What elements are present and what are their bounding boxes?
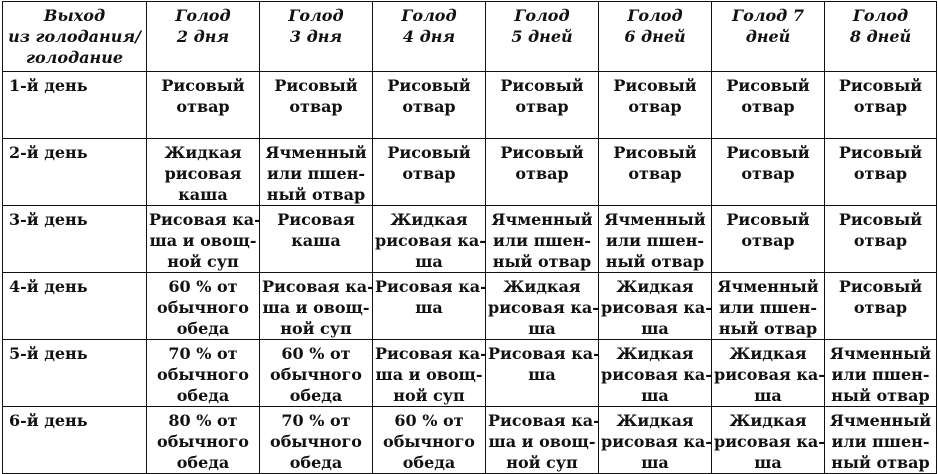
diet-cell bbox=[260, 139, 373, 206]
diet-cell-line: ша bbox=[641, 319, 669, 338]
diet-cell-line: или пшен- bbox=[266, 164, 366, 183]
diet-cell bbox=[260, 206, 373, 273]
diet-cell bbox=[486, 340, 599, 407]
header-fast-2-days bbox=[147, 2, 260, 72]
diet-cell-line: 70 % от bbox=[281, 411, 351, 430]
diet-cell-line: Рисовая ка- bbox=[488, 411, 600, 430]
diet-cell-line: отвар bbox=[402, 97, 456, 116]
diet-cell-line: ной суп bbox=[393, 386, 465, 405]
table-body bbox=[3, 72, 937, 474]
diet-cell-line: Рисовая ка- bbox=[488, 344, 600, 363]
day-label-cell: 5-й день bbox=[3, 340, 147, 407]
diet-cell-line: ша bbox=[754, 453, 782, 472]
diet-cell-line: Рисовый bbox=[838, 277, 923, 296]
diet-cell-line: ша и овощ- bbox=[149, 231, 257, 250]
diet-cell-line: ша bbox=[754, 386, 782, 405]
header-fast-4-days bbox=[373, 2, 486, 72]
table-row bbox=[3, 72, 937, 139]
diet-cell-line: Ячменный bbox=[265, 143, 367, 162]
table-row bbox=[3, 407, 937, 474]
diet-cell bbox=[486, 139, 599, 206]
table-row bbox=[3, 340, 937, 407]
diet-cell-line: Жидкая bbox=[164, 143, 242, 162]
diet-cell-line: обычного bbox=[270, 365, 362, 384]
diet-cell-line: ша bbox=[528, 319, 556, 338]
diet-cell-line: обеда bbox=[176, 319, 230, 338]
diet-cell-line: Жидкая bbox=[616, 411, 694, 430]
diet-cell-line: отвар bbox=[853, 164, 908, 183]
diet-cell bbox=[825, 273, 937, 340]
day-label-cell: 3-й день bbox=[3, 206, 147, 273]
header-fast-8-days bbox=[825, 2, 937, 72]
diet-cell-line: Рисовый bbox=[387, 76, 471, 95]
header-line: 2 дня bbox=[176, 27, 230, 46]
diet-cell-line: Рисовый bbox=[838, 143, 923, 162]
diet-cell bbox=[712, 206, 825, 273]
diet-cell-line: отвар bbox=[741, 97, 795, 116]
diet-cell bbox=[260, 407, 373, 474]
diet-cell-line: ной суп bbox=[167, 252, 239, 271]
diet-cell-line: Рисовая ка- bbox=[375, 344, 487, 363]
diet-cell bbox=[486, 206, 599, 273]
diet-cell-line: Жидкая bbox=[503, 277, 581, 296]
diet-cell-line: ной суп bbox=[506, 453, 578, 472]
diet-cell bbox=[373, 206, 486, 273]
diet-cell bbox=[599, 72, 712, 139]
diet-cell-line: ный отвар bbox=[831, 386, 930, 405]
diet-cell-line: Жидкая bbox=[729, 411, 807, 430]
diet-cell-line: 60 % от bbox=[168, 277, 238, 296]
diet-cell-line: обеда bbox=[176, 453, 230, 472]
diet-cell bbox=[260, 340, 373, 407]
diet-cell-line: Рисовый bbox=[500, 143, 584, 162]
diet-cell-line: Рисовый bbox=[161, 76, 245, 95]
diet-cell-line: отвар bbox=[515, 97, 569, 116]
diet-cell bbox=[825, 139, 937, 206]
diet-cell-line: ный отвар bbox=[492, 252, 592, 271]
header-line: Голод bbox=[627, 6, 683, 25]
header-fast-3-days bbox=[260, 2, 373, 72]
diet-cell-line: обычного bbox=[383, 432, 475, 451]
table-row bbox=[3, 139, 937, 206]
diet-cell-line: Рисовая ка- bbox=[149, 210, 261, 229]
header-corner-line: голодание bbox=[25, 48, 124, 67]
diet-cell bbox=[712, 340, 825, 407]
diet-cell-line: Ячменный bbox=[491, 210, 593, 229]
header-line: Голод bbox=[514, 6, 570, 25]
diet-cell bbox=[712, 273, 825, 340]
diet-cell-line: отвар bbox=[176, 97, 230, 116]
diet-cell-line: ша и овощ- bbox=[262, 298, 370, 317]
diet-cell-line: Жидкая bbox=[616, 277, 694, 296]
header-line: 8 дней bbox=[849, 27, 912, 46]
diet-cell bbox=[712, 72, 825, 139]
diet-cell bbox=[486, 407, 599, 474]
diet-cell-line: Рисовая ка- bbox=[262, 277, 374, 296]
diet-cell-line: Рисовый bbox=[838, 210, 923, 229]
diet-cell-line: обычного bbox=[157, 365, 249, 384]
diet-cell-line: 60 % от bbox=[281, 344, 351, 363]
diet-cell-line: отвар bbox=[515, 164, 569, 183]
diet-cell-line: рисовая ка- bbox=[601, 365, 712, 384]
diet-cell-line: 80 % от bbox=[168, 411, 238, 430]
diet-cell-line: или пшен- bbox=[831, 365, 930, 384]
day-label-cell: 4-й день bbox=[3, 273, 147, 340]
diet-cell bbox=[825, 206, 937, 273]
header-line: 4 дня bbox=[402, 27, 456, 46]
diet-cell bbox=[373, 273, 486, 340]
diet-cell bbox=[486, 273, 599, 340]
header-line: Голод bbox=[175, 6, 231, 25]
diet-cell-line: ша и овощ- bbox=[488, 432, 596, 451]
diet-cell-line: ный отвар bbox=[831, 453, 930, 472]
diet-cell bbox=[712, 407, 825, 474]
diet-cell-line: Рисовая bbox=[277, 210, 355, 229]
diet-cell-line: Ячменный bbox=[829, 344, 932, 363]
diet-cell bbox=[825, 72, 937, 139]
diet-cell-line: отвар bbox=[853, 97, 908, 116]
header-line: Голод bbox=[852, 6, 909, 25]
diet-cell-line: Ячменный bbox=[829, 411, 932, 430]
header-line: 5 дней bbox=[511, 27, 573, 46]
header-row bbox=[3, 2, 937, 72]
fasting-exit-table bbox=[2, 1, 937, 474]
header-line: 6 дней bbox=[624, 27, 686, 46]
diet-cell bbox=[373, 72, 486, 139]
diet-cell-line: или пшен- bbox=[605, 231, 705, 250]
diet-cell-line: ша bbox=[415, 298, 443, 317]
header-fast-5-days bbox=[486, 2, 599, 72]
diet-cell-line: отвар bbox=[628, 97, 682, 116]
diet-cell bbox=[599, 407, 712, 474]
header-fast-6-days bbox=[599, 2, 712, 72]
diet-cell-line: или пшен- bbox=[492, 231, 592, 250]
diet-cell-line: отвар bbox=[628, 164, 682, 183]
diet-cell bbox=[373, 407, 486, 474]
diet-cell-line: рисовая ка- bbox=[714, 432, 825, 451]
header-fast-7-days bbox=[712, 2, 825, 72]
diet-cell-line: Рисовый bbox=[726, 210, 810, 229]
diet-cell-line: Рисовый bbox=[726, 76, 810, 95]
day-label-cell: 1-й день bbox=[3, 72, 147, 139]
diet-cell-line: каша bbox=[178, 185, 228, 204]
diet-cell-line: Рисовый bbox=[613, 76, 697, 95]
diet-cell-line: Рисовый bbox=[613, 143, 697, 162]
diet-cell-line: Жидкая bbox=[729, 344, 807, 363]
diet-cell-line: рисовая ка- bbox=[601, 298, 712, 317]
diet-cell-line: Ячменный bbox=[604, 210, 706, 229]
diet-cell bbox=[260, 273, 373, 340]
header-corner-line: из голодания/ bbox=[8, 27, 141, 46]
diet-cell-line: обеда bbox=[289, 453, 343, 472]
diet-cell-line: ный отвар bbox=[605, 252, 705, 271]
table-row bbox=[3, 206, 937, 273]
diet-cell bbox=[599, 139, 712, 206]
diet-cell bbox=[599, 273, 712, 340]
diet-cell bbox=[825, 340, 937, 407]
diet-cell bbox=[599, 206, 712, 273]
diet-cell bbox=[147, 273, 260, 340]
diet-cell bbox=[712, 139, 825, 206]
diet-cell-line: отвар bbox=[402, 164, 456, 183]
diet-cell bbox=[373, 340, 486, 407]
diet-cell-line: Рисовый bbox=[274, 76, 358, 95]
diet-cell-line: Жидкая bbox=[616, 344, 694, 363]
diet-cell bbox=[147, 206, 260, 273]
diet-cell-line: Рисовый bbox=[726, 143, 810, 162]
diet-cell-line: ной суп bbox=[280, 319, 352, 338]
diet-cell bbox=[373, 139, 486, 206]
diet-cell-line: рисовая ка- bbox=[488, 298, 599, 317]
table-row bbox=[3, 273, 937, 340]
header-corner-cell bbox=[3, 2, 147, 72]
diet-cell bbox=[599, 340, 712, 407]
header-line: 3 дня bbox=[289, 27, 343, 46]
diet-cell-line: отвар bbox=[853, 231, 908, 250]
header-line: дней bbox=[745, 27, 791, 46]
diet-cell-line: ша bbox=[641, 453, 669, 472]
diet-cell-line: отвар bbox=[741, 231, 795, 250]
header-line: Голод bbox=[401, 6, 457, 25]
diet-cell bbox=[147, 139, 260, 206]
diet-cell-line: отвар bbox=[741, 164, 795, 183]
diet-cell-line: 70 % от bbox=[168, 344, 238, 363]
diet-cell-line: 60 % от bbox=[394, 411, 464, 430]
diet-cell-line: рисовая bbox=[164, 164, 242, 183]
diet-cell-line: рисовая ка- bbox=[714, 365, 825, 384]
diet-cell-line: Жидкая bbox=[390, 210, 468, 229]
header-line: Голод bbox=[288, 6, 344, 25]
header-corner-line: Выход bbox=[43, 6, 106, 25]
diet-cell bbox=[260, 72, 373, 139]
diet-cell-line: обычного bbox=[157, 298, 249, 317]
diet-cell-line: отвар bbox=[289, 97, 343, 116]
diet-cell-line: ша bbox=[641, 386, 669, 405]
diet-cell-line: каша bbox=[291, 231, 341, 250]
day-label-cell: 6-й день bbox=[3, 407, 147, 474]
diet-cell-line: Рисовый bbox=[387, 143, 471, 162]
diet-cell-line: ный отвар bbox=[718, 319, 818, 338]
diet-cell bbox=[825, 407, 937, 474]
diet-cell-line: или пшен- bbox=[831, 432, 930, 451]
diet-cell bbox=[147, 72, 260, 139]
header-line: Голод 7 bbox=[732, 6, 804, 25]
diet-cell-line: ша и овощ- bbox=[375, 365, 483, 384]
diet-cell-line: обычного bbox=[270, 432, 362, 451]
diet-cell-line: обеда bbox=[289, 386, 343, 405]
diet-cell-line: обеда bbox=[176, 386, 230, 405]
diet-cell bbox=[486, 72, 599, 139]
diet-cell-line: обеда bbox=[402, 453, 456, 472]
diet-cell-line: ный отвар bbox=[266, 185, 366, 204]
diet-cell-line: ша bbox=[415, 252, 443, 271]
diet-cell-line: обычного bbox=[157, 432, 249, 451]
diet-cell-line: или пшен- bbox=[718, 298, 818, 317]
diet-cell-line: Рисовая ка- bbox=[375, 277, 487, 296]
diet-cell-line: отвар bbox=[853, 298, 908, 317]
diet-cell bbox=[147, 340, 260, 407]
diet-cell-line: рисовая ка- bbox=[375, 231, 486, 250]
diet-cell-line: рисовая ка- bbox=[601, 432, 712, 451]
diet-cell-line: Ячменный bbox=[717, 277, 819, 296]
diet-cell-line: Рисовый bbox=[500, 76, 584, 95]
diet-cell bbox=[147, 407, 260, 474]
day-label-cell: 2-й день bbox=[3, 139, 147, 206]
diet-cell-line: Рисовый bbox=[838, 76, 923, 95]
diet-cell-line: ша bbox=[528, 365, 556, 384]
